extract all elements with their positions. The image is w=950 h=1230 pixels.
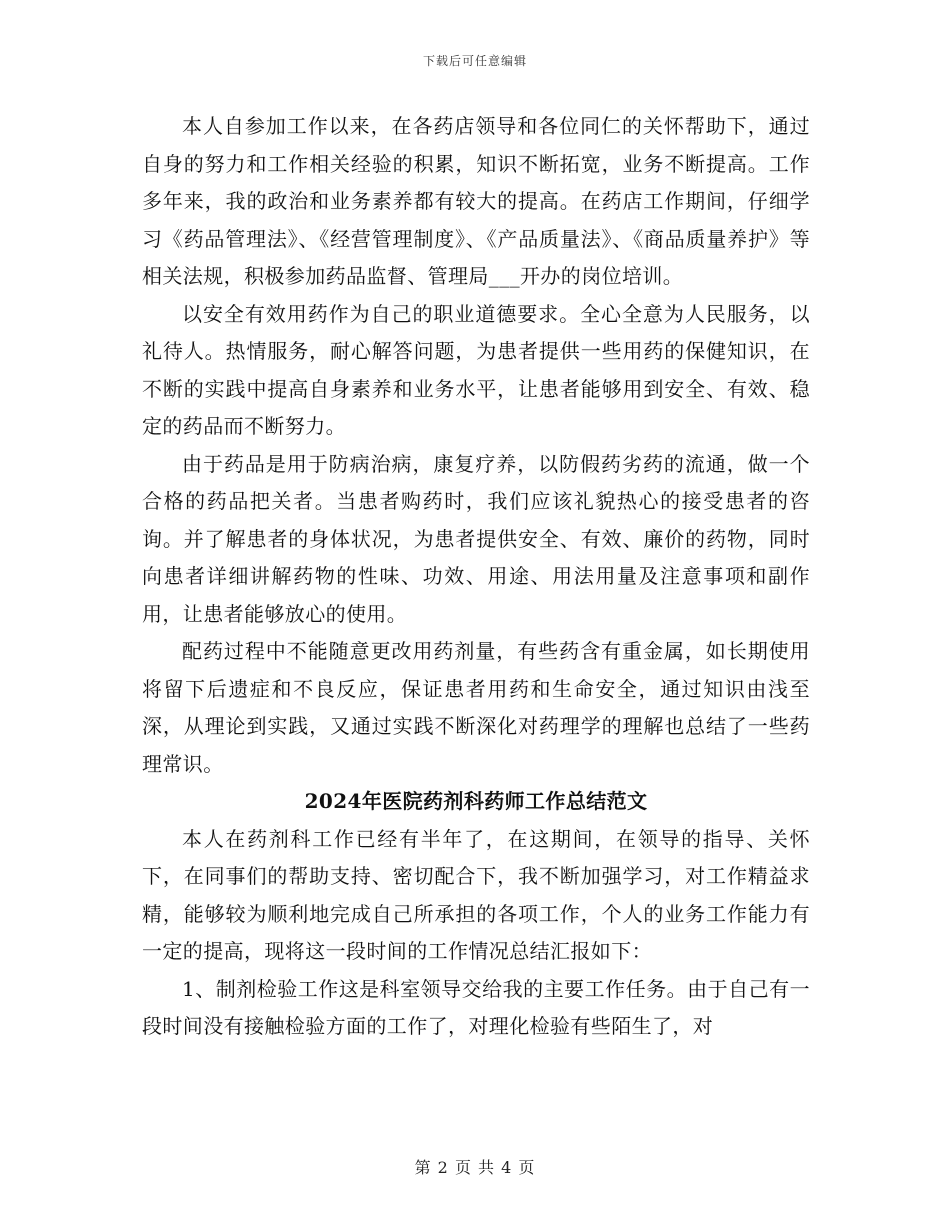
paragraph: 本人在药剂科工作已经有半年了，在这期间，在领导的指导、关怀下，在同事们的帮助支持、密切配合下，我不断加强学习，对工作精益求精，能够较为顺利地完成自己所承担的各项工作，个人的业务工作能力有一定的提高，现将这一段时间的工作情况总结汇报如下： <box>142 826 810 963</box>
document-body <box>142 108 810 1046</box>
paragraph: 以安全有效用药作为自己的职业道德要求。全心全意为人民服务，以礼待人。热情服务，耐心解答问题，为患者提供一些用药的保健知识，在不断的实践中提高自身素养和业务水平，让患者能够用到安全、有效、稳定的药品而不断努力。 <box>142 301 810 438</box>
page-header: 下载后可任意编辑 <box>422 54 527 68</box>
paragraph: 1、制剂检验工作这是科室领导交给我的主要工作任务。由于自己有一段时间没有接触检验方面的工作了，对理化检验有些陌生了，对 <box>142 976 810 1038</box>
section-title: 2024年医院药剂科药师工作总结范文 <box>304 789 648 813</box>
paragraph: 由于药品是用于防病治病，康复疗养，以防假药劣药的流通，做一个合格的药品把关者。当患者购药时，我们应该礼貌热心的接受患者的咨询。并了解患者的身体状况，为患者提供安全、有效、廉价的药物，同时向患者详细讲解药物的性味、功效、用途、用法用量及注意事项和副作用，让患者能够放心的使用。 <box>142 451 810 626</box>
page-footer: 第 2 页 共 4 页 <box>414 1158 536 1177</box>
paragraph: 本人自参加工作以来，在各药店领导和各位同仁的关怀帮助下，通过自身的努力和工作相关经验的积累，知识不断拓宽，业务不断提高。工作多年来，我的政治和业务素养都有较大的提高。在药店工作期间，仔细学习《药品管理法》、《经营管理制度》、《产品质量法》、《商品质量养护》等相关法规，积极参加药品监督、管理局___开办的岗位培训。 <box>142 114 810 288</box>
paragraph: 配药过程中不能随意更改用药剂量，有些药含有重金属，如长期使用将留下后遗症和不良反应，保证患者用药和生命安全，通过知识由浅至深，从理论到实践，又通过实践不断深化对药理学的理解也总结了一些药理常识。 <box>142 639 810 776</box>
